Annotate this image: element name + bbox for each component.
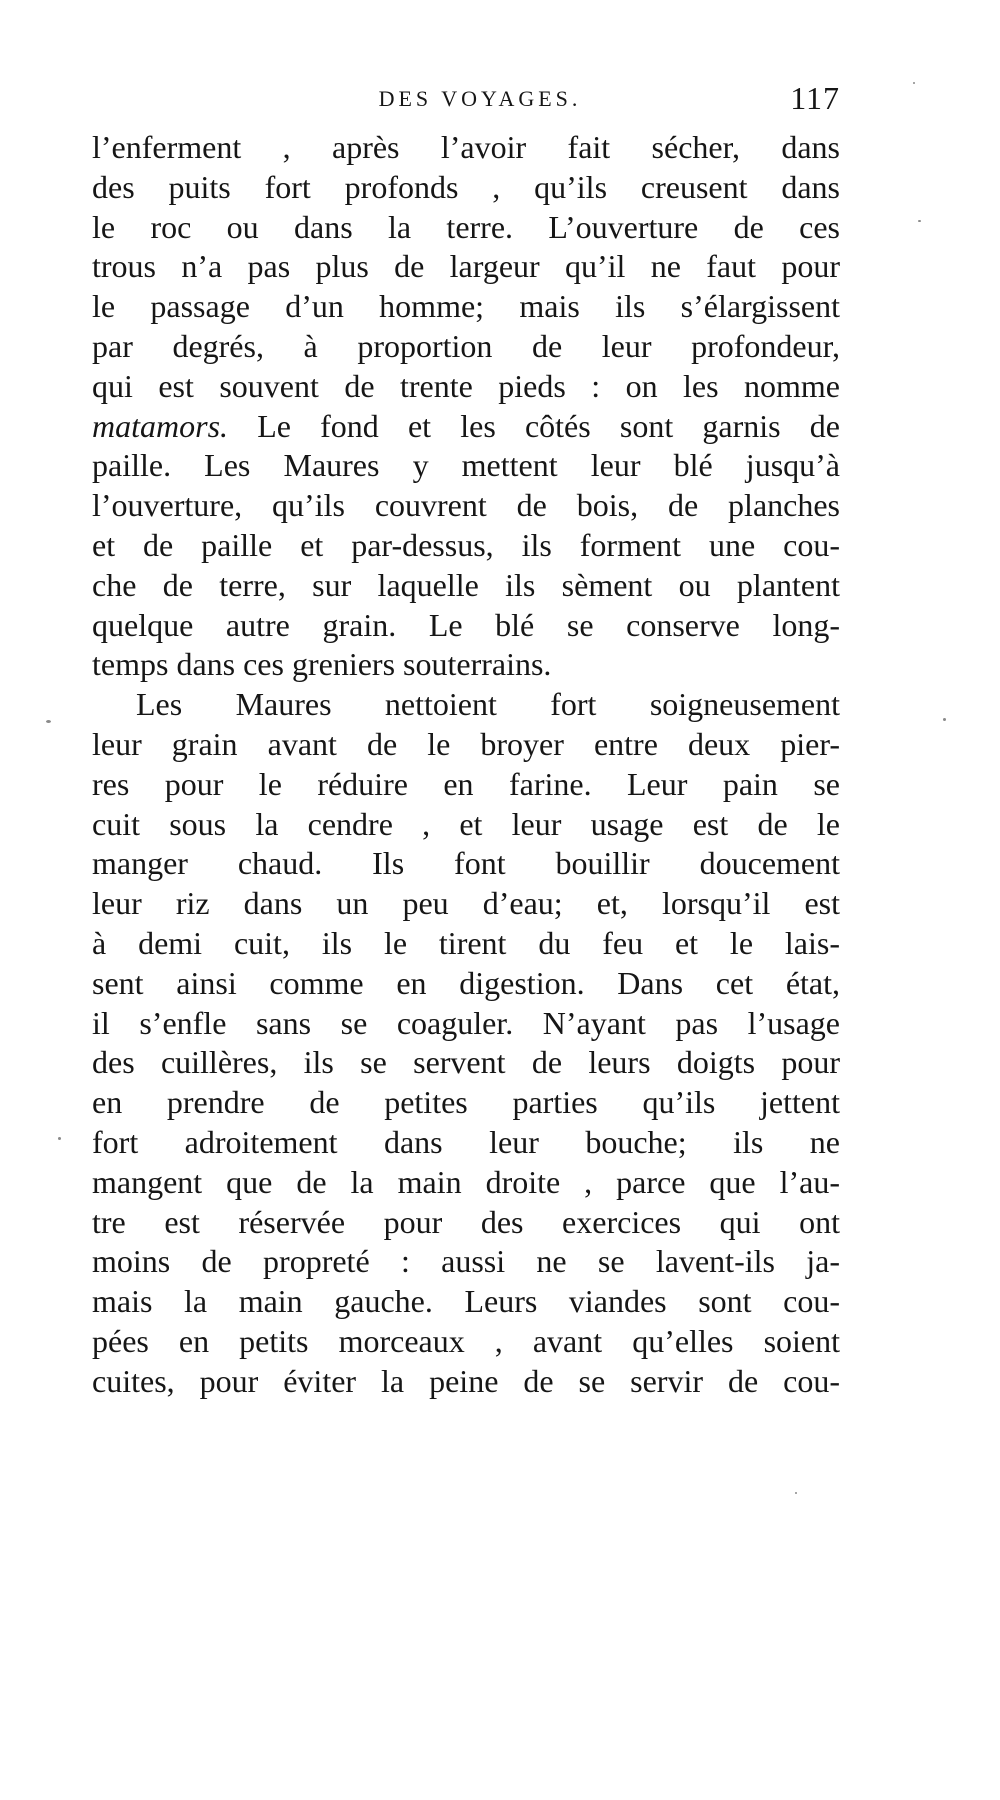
text-line: leur riz dans un peu d’eau; et, lorsqu’il est bbox=[92, 885, 840, 922]
text-line: manger chaud. Ils font bouillir doucement bbox=[92, 845, 840, 882]
text-line: le roc ou dans la terre. L’ouverture de ces bbox=[92, 208, 840, 245]
text-line: des puits fort profonds , qu’ils creusent dans bbox=[92, 168, 840, 205]
text-line: moins de propreté : aussi ne se lavent-ils ja- bbox=[92, 1243, 840, 1280]
print-speck bbox=[918, 220, 921, 222]
text-line: res pour le réduire en farine. Leur pain se bbox=[92, 765, 840, 802]
text-line: en prendre de petites parties qu’ils jettent bbox=[92, 1084, 840, 1121]
body-text bbox=[92, 128, 840, 1402]
text-line: l’ouverture, qu’ils couvrent de bois, de planches bbox=[92, 487, 840, 524]
text-line: mangent que de la main droite , parce que l’au- bbox=[92, 1163, 840, 1200]
print-speck bbox=[795, 1492, 797, 1494]
text-line: cuites, pour éviter la peine de se servir de cou- bbox=[92, 1362, 840, 1399]
text-line: che de terre, sur laquelle ils sèment ou plantent bbox=[92, 566, 840, 603]
text-line: sent ainsi comme en digestion. Dans cet état, bbox=[92, 964, 840, 1001]
text-line: mais la main gauche. Leurs viandes sont cou- bbox=[92, 1283, 840, 1320]
text-line: cuit sous la cendre , et leur usage est de le bbox=[92, 805, 840, 842]
page-number: 117 bbox=[790, 80, 840, 116]
paragraph-1 bbox=[92, 128, 840, 685]
print-speck bbox=[943, 718, 946, 721]
text-line bbox=[92, 407, 840, 447]
text-line: trous n’a pas plus de largeur qu’il ne faut pour bbox=[92, 248, 840, 285]
text-line: par degrés, à proportion de leur profondeur, bbox=[92, 327, 840, 364]
text-line: à demi cuit, ils le tirent du feu et le lais- bbox=[92, 924, 840, 961]
italic-term: matamors. bbox=[92, 407, 229, 444]
text-line: pées en petits morceaux , avant qu’elles soient bbox=[92, 1322, 840, 1359]
print-speck bbox=[58, 1137, 61, 1140]
text-line: fort adroitement dans leur bouche; ils ne bbox=[92, 1123, 840, 1160]
text-line-rest: Le fond et les côtés sont garnis de bbox=[228, 407, 840, 444]
print-speck bbox=[913, 82, 915, 84]
running-head bbox=[90, 80, 840, 122]
print-speck bbox=[46, 720, 51, 723]
text-line: des cuillères, ils se servent de leurs doigts pour bbox=[92, 1044, 840, 1081]
text-line: tre est réservée pour des exercices qui ont bbox=[92, 1203, 840, 1240]
paragraph-2 bbox=[92, 685, 840, 1401]
running-title: DES VOYAGES. bbox=[378, 86, 582, 111]
text-line: l’enferment , après l’avoir fait sécher, dans bbox=[92, 129, 840, 165]
text-line: le passage d’un homme; mais ils s’élargissent bbox=[92, 288, 840, 325]
text-line: quelque autre grain. Le blé se conserve long- bbox=[92, 606, 840, 643]
text-line: leur grain avant de le broyer entre deux pier- bbox=[92, 725, 840, 762]
text-line: temps dans ces greniers souterrains. bbox=[92, 646, 552, 683]
text-line: et de paille et par-dessus, ils forment une cou- bbox=[92, 526, 840, 563]
text-line: qui est souvent de trente pieds : on les nomme bbox=[92, 367, 840, 404]
text-line: paille. Les Maures y mettent leur blé jusqu’à bbox=[92, 447, 840, 484]
text-line: il s’enfle sans se coaguler. N’ayant pas l’usage bbox=[92, 1004, 840, 1041]
text-line: Les Maures nettoient fort soigneusement bbox=[136, 686, 840, 723]
